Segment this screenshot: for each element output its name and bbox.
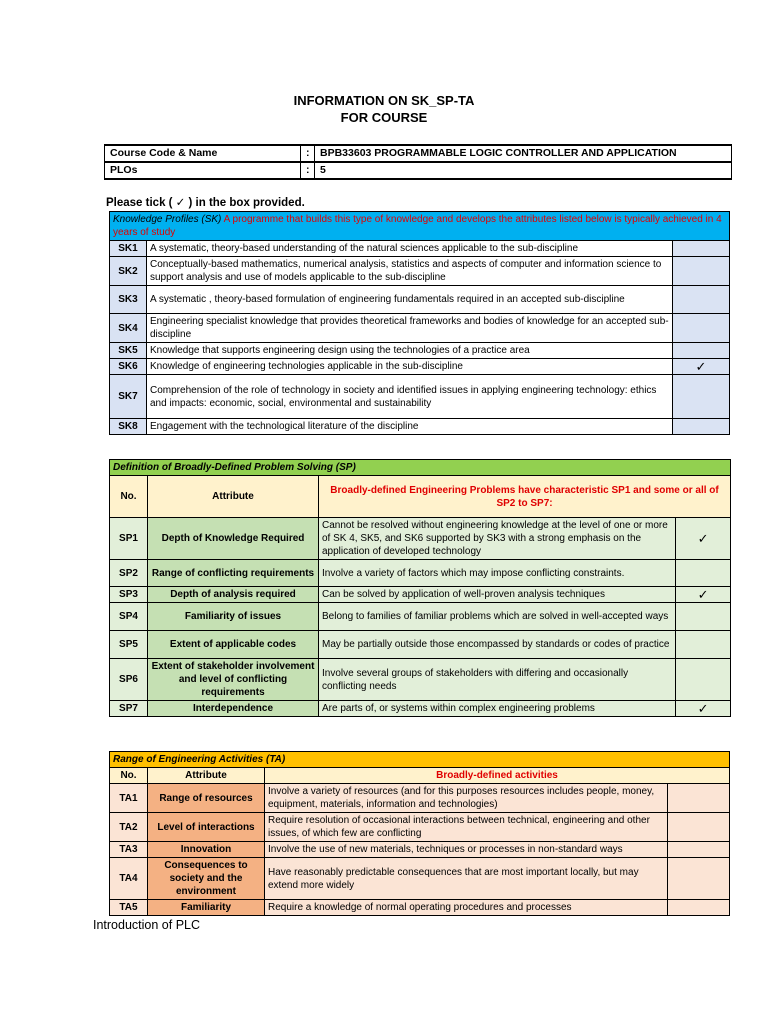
sp-tick-box[interactable]: ✓	[676, 587, 731, 603]
sp-description: Are parts of, or systems within complex engineering problems	[319, 701, 676, 717]
sk-description: A systematic, theory-based understanding of the natural sciences applicable to the sub-discipline	[147, 241, 673, 257]
sp-code: SP3	[110, 587, 148, 603]
sp-code: SP7	[110, 701, 148, 717]
sk-row	[110, 375, 730, 419]
sp-code: SP1	[110, 518, 148, 560]
sk-description: Engagement with the technological literature of the discipline	[147, 419, 673, 435]
ta-header: Range of Engineering Activities (TA)	[110, 752, 730, 768]
ta-attribute: Familiarity	[148, 900, 265, 916]
section-heading-intro: Introduction of PLC	[93, 918, 201, 932]
sp-row	[110, 659, 731, 701]
sk-description: Knowledge of engineering technologies applicable in the sub-discipline	[147, 359, 673, 375]
ta-col-no: No.	[110, 768, 148, 784]
sp-column-headers	[110, 476, 731, 518]
problem-solving-table	[109, 459, 731, 717]
sk-description: Knowledge that supports engineering design using the technologies of a practice area	[147, 343, 673, 359]
ta-description: Have reasonably predictable consequences that are most important locally, but may extend more widely	[265, 858, 668, 900]
sk-row	[110, 419, 730, 435]
sk-header	[110, 212, 730, 241]
sp-row	[110, 603, 731, 631]
sp-tick-box[interactable]	[676, 560, 731, 587]
sp-row	[110, 631, 731, 659]
sp-col-description-line2: SP2 to SP7:	[496, 497, 553, 509]
sp-attribute: Familiarity of issues	[148, 603, 319, 631]
sp-col-description-line1: Broadly-defined Engineering Problems have characteristic SP1 and some or all of	[330, 484, 719, 496]
course-info-table	[104, 144, 732, 180]
ta-code: TA2	[110, 813, 148, 842]
knowledge-profiles-table	[109, 211, 730, 435]
sk-tick-box[interactable]	[673, 286, 730, 314]
plos-row	[105, 162, 732, 179]
ta-row	[110, 900, 730, 916]
ta-description: Involve a variety of resources (and for this purposes resources includes people, money, equipment, materials, information and technologies)	[265, 784, 668, 813]
sk-description: Engineering specialist knowledge that provides theoretical frameworks and bodies of knowledge for an accepted sub-discipline	[147, 314, 673, 343]
sk-code: SK7	[110, 375, 147, 419]
sp-attribute: Interdependence	[148, 701, 319, 717]
sp-attribute: Depth of analysis required	[148, 587, 319, 603]
sp-row	[110, 587, 731, 603]
ta-attribute: Consequences to society and the environment	[148, 858, 265, 900]
sp-attribute: Range of conflicting requirements	[148, 560, 319, 587]
sk-row	[110, 241, 730, 257]
sp-description: Can be solved by application of well-proven analysis techniques	[319, 587, 676, 603]
ta-description: Involve the use of new materials, techniques or processes in non-standard ways	[265, 842, 668, 858]
sk-code: SK3	[110, 286, 147, 314]
plos-colon: :	[301, 162, 315, 179]
sk-tick-box[interactable]	[673, 257, 730, 286]
sk-header-note: A programme that builds this type of knowledge and develops the attributes listed below is typically achieved in 4 years of study	[113, 214, 722, 238]
sp-description: Belong to families of familiar problems which are solved in well-accepted ways	[319, 603, 676, 631]
sp-attribute: Extent of applicable codes	[148, 631, 319, 659]
sp-col-description	[319, 476, 731, 518]
sp-code: SP4	[110, 603, 148, 631]
sp-code: SP5	[110, 631, 148, 659]
sk-row	[110, 314, 730, 343]
sk-row	[110, 359, 730, 375]
sp-header: Definition of Broadly-Defined Problem Solving (SP)	[110, 460, 731, 476]
ta-tick-box[interactable]	[668, 858, 730, 900]
sp-description: Cannot be resolved without engineering knowledge at the level of one or more of SK 4, SK5, and SK6 supported by SK3 with a strong emphasis on the application of developed technology	[319, 518, 676, 560]
sk-row	[110, 343, 730, 359]
sk-tick-box[interactable]	[673, 314, 730, 343]
sk-row	[110, 257, 730, 286]
sk-code: SK5	[110, 343, 147, 359]
course-code-colon: :	[301, 145, 315, 162]
sp-row	[110, 518, 731, 560]
ta-tick-box[interactable]	[668, 900, 730, 916]
sp-code: SP6	[110, 659, 148, 701]
sp-tick-box[interactable]: ✓	[676, 518, 731, 560]
ta-attribute: Range of resources	[148, 784, 265, 813]
ta-tick-box[interactable]	[668, 784, 730, 813]
sp-row	[110, 701, 731, 717]
engineering-activities-table	[109, 751, 730, 916]
sk-tick-box[interactable]	[673, 375, 730, 419]
sp-code: SP2	[110, 560, 148, 587]
ta-row	[110, 813, 730, 842]
ta-col-description: Broadly-defined activities	[265, 768, 730, 784]
plos-value: 5	[315, 162, 732, 179]
ta-tick-box[interactable]	[668, 813, 730, 842]
ta-code: TA4	[110, 858, 148, 900]
sk-tick-box[interactable]: ✓	[673, 359, 730, 375]
sp-row	[110, 560, 731, 587]
document-subtitle: FOR COURSE	[340, 110, 428, 125]
ta-code: TA5	[110, 900, 148, 916]
course-code-label: Course Code & Name	[105, 145, 301, 162]
sk-tick-box[interactable]	[673, 343, 730, 359]
sp-tick-box[interactable]	[676, 659, 731, 701]
ta-column-headers	[110, 768, 730, 784]
sp-col-no: No.	[110, 476, 148, 518]
ta-tick-box[interactable]	[668, 842, 730, 858]
document-title: INFORMATION ON SK_SP-TA	[293, 93, 475, 108]
course-code-value: BPB33603 PROGRAMMABLE LOGIC CONTROLLER AND APPLICATION	[315, 145, 732, 162]
ta-attribute: Level of interactions	[148, 813, 265, 842]
sp-tick-box[interactable]	[676, 603, 731, 631]
sk-code: SK2	[110, 257, 147, 286]
sp-attribute: Depth of Knowledge Required	[148, 518, 319, 560]
sp-description: May be partially outside those encompassed by standards or codes of practice	[319, 631, 676, 659]
ta-code: TA1	[110, 784, 148, 813]
sk-description: Conceptually-based mathematics, numerical analysis, statistics and aspects of computer and information science to support analysis and use of models applicable to the sub-discipline	[147, 257, 673, 286]
sp-col-attribute: Attribute	[148, 476, 319, 518]
ta-row	[110, 784, 730, 813]
sk-code: SK8	[110, 419, 147, 435]
sk-tick-box[interactable]	[673, 419, 730, 435]
ta-row	[110, 858, 730, 900]
sk-code: SK4	[110, 314, 147, 343]
sk-row	[110, 286, 730, 314]
sk-description: A systematic , theory-based formulation of engineering fundamentals required in an accepted sub-discipline	[147, 286, 673, 314]
sp-tick-box[interactable]: ✓	[676, 701, 731, 717]
sp-description: Involve a variety of factors which may impose conflicting constraints.	[319, 560, 676, 587]
sp-tick-box[interactable]	[676, 631, 731, 659]
course-code-row	[105, 145, 732, 162]
ta-description: Require resolution of occasional interactions between technical, engineering and other issues, of which few are conflicting	[265, 813, 668, 842]
plos-label: PLOs	[105, 162, 301, 179]
ta-description: Require a knowledge of normal operating procedures and processes	[265, 900, 668, 916]
sp-attribute: Extent of stakeholder involvement and level of conflicting requirements	[148, 659, 319, 701]
sk-code: SK1	[110, 241, 147, 257]
ta-col-attribute: Attribute	[148, 768, 265, 784]
ta-row	[110, 842, 730, 858]
sk-code: SK6	[110, 359, 147, 375]
sk-description: Comprehension of the role of technology in society and identified issues in applying engineering technology: ethics and impacts: economic, social, environmental and sustainability	[147, 375, 673, 419]
sk-header-title: Knowledge Profiles (SK)	[113, 214, 222, 225]
sk-tick-box[interactable]	[673, 241, 730, 257]
ta-attribute: Innovation	[148, 842, 265, 858]
ta-code: TA3	[110, 842, 148, 858]
tick-instruction: Please tick ( ✓ ) in the box provided.	[106, 197, 305, 209]
sp-description: Involve several groups of stakeholders with differing and occasionally conflicting needs	[319, 659, 676, 701]
